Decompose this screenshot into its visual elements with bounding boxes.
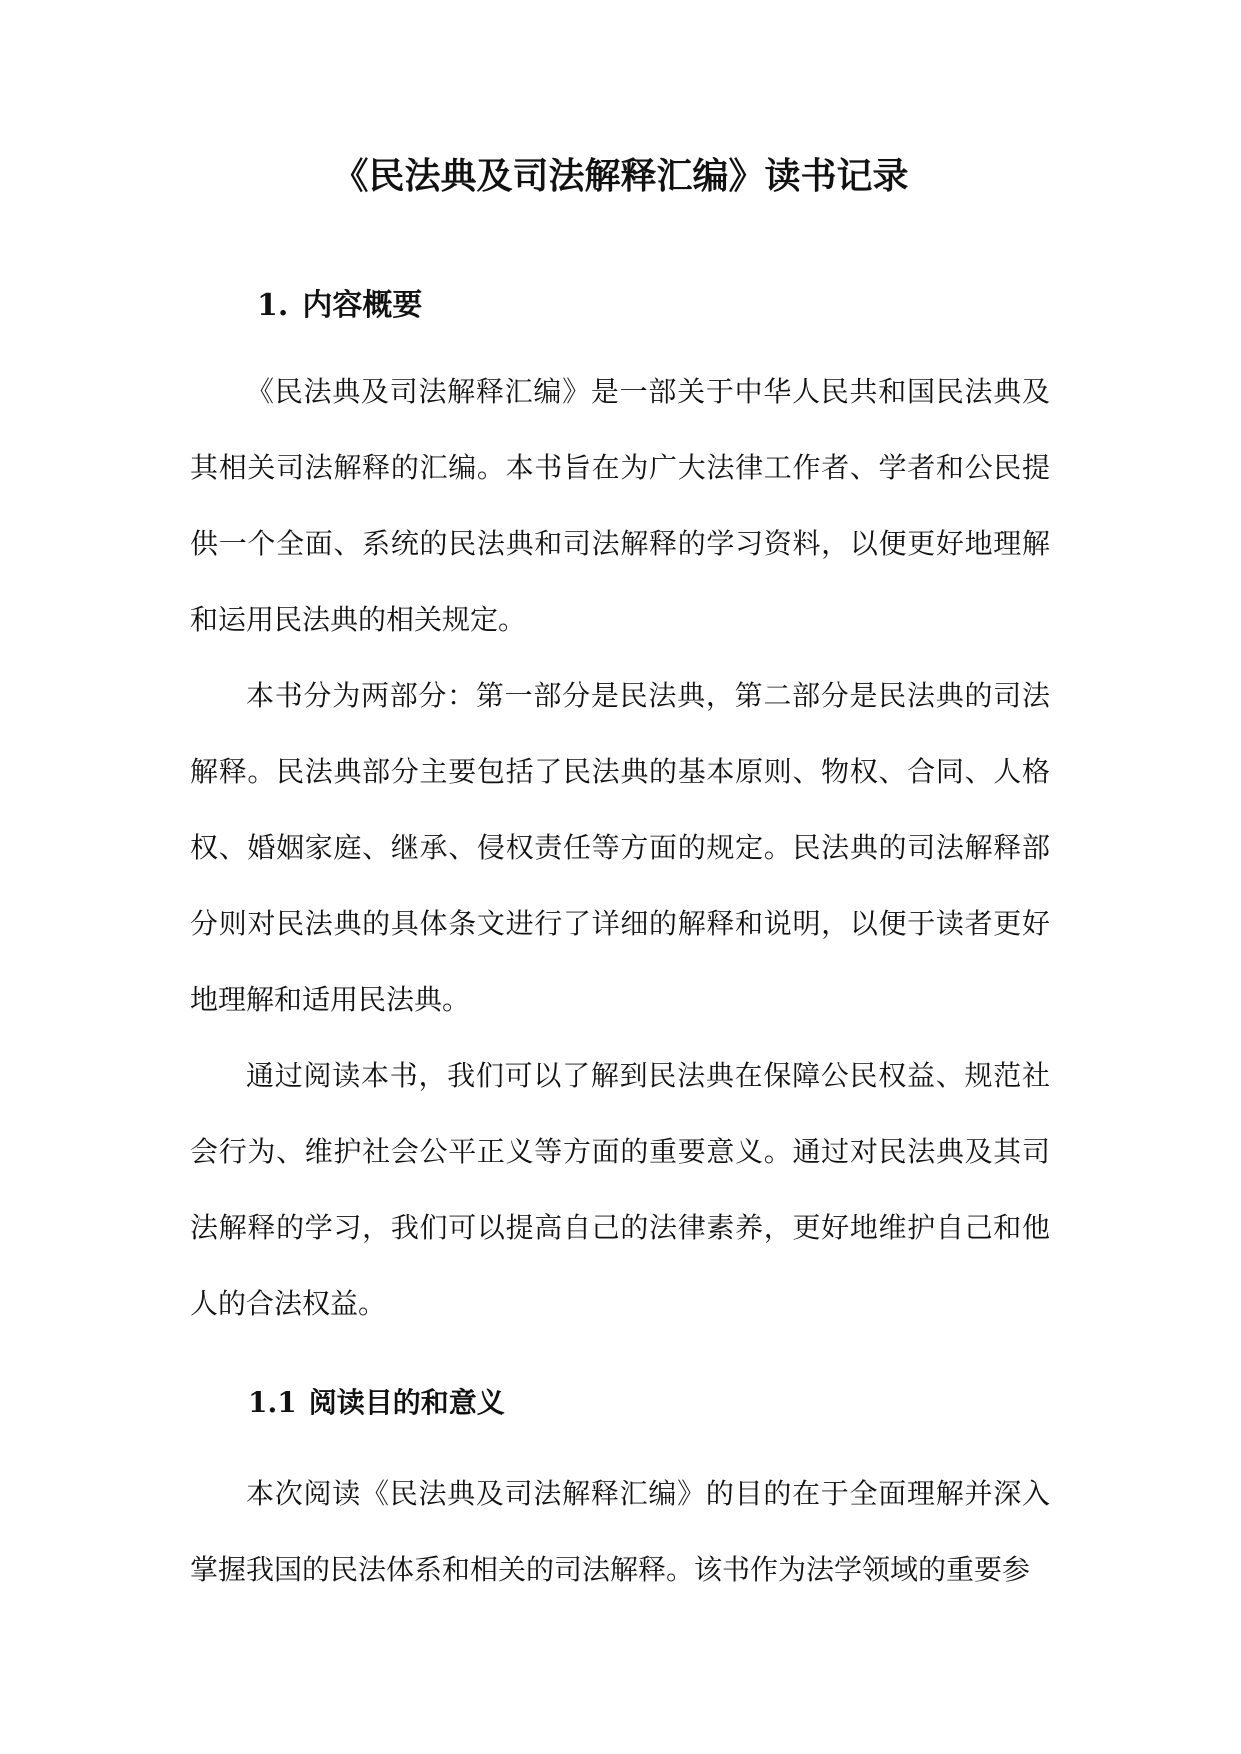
section-heading-text: 内容概要 — [302, 288, 423, 323]
document-title: 《民法典及司法解释汇编》读书记录 — [332, 155, 909, 197]
section-number: 1. — [257, 288, 289, 323]
section-heading-1-1 — [248, 1382, 505, 1424]
paragraph-2: 本书分为两部分：第一部分是民法典，第二部分是民法典的司法解释。民法典部分主要包括了民法典的基本原则、物权、合同、人格权、婚姻家庭、继承、侵权责任等方面的规定。民法典的司法解释部分则对民法典的具体条文进行了详细的解释和说明，以便于读者更好地理解和适用民法典。 — [190, 679, 1050, 1016]
section-heading-1 — [257, 284, 422, 328]
subsection-heading-text: 阅读目的和意义 — [308, 1386, 505, 1419]
paragraph-4: 本次阅读《民法典及司法解释汇编》的目的在于全面理解并深入掌握我国的民法体系和相关的司法解释。该书作为法学领域的重要参 — [190, 1477, 1050, 1586]
paragraph-3: 通过阅读本书，我们可以了解到民法典在保障公民权益、规范社会行为、维护社会公平正义等方面的重要意义。通过对民法典及其司法解释的学习，我们可以提高自己的法律素养，更好地维护自己和他人的合法权益。 — [190, 1059, 1050, 1320]
subsection-number: 1.1 — [248, 1386, 297, 1419]
paragraph-1: 《民法典及司法解释汇编》是一部关于中华人民共和国民法典及其相关司法解释的汇编。本书旨在为广大法律工作者、学者和公民提供一个全面、系统的民法典和司法解释的学习资料，以便更好地理解和运用民法典的相关规定。 — [190, 375, 1050, 636]
